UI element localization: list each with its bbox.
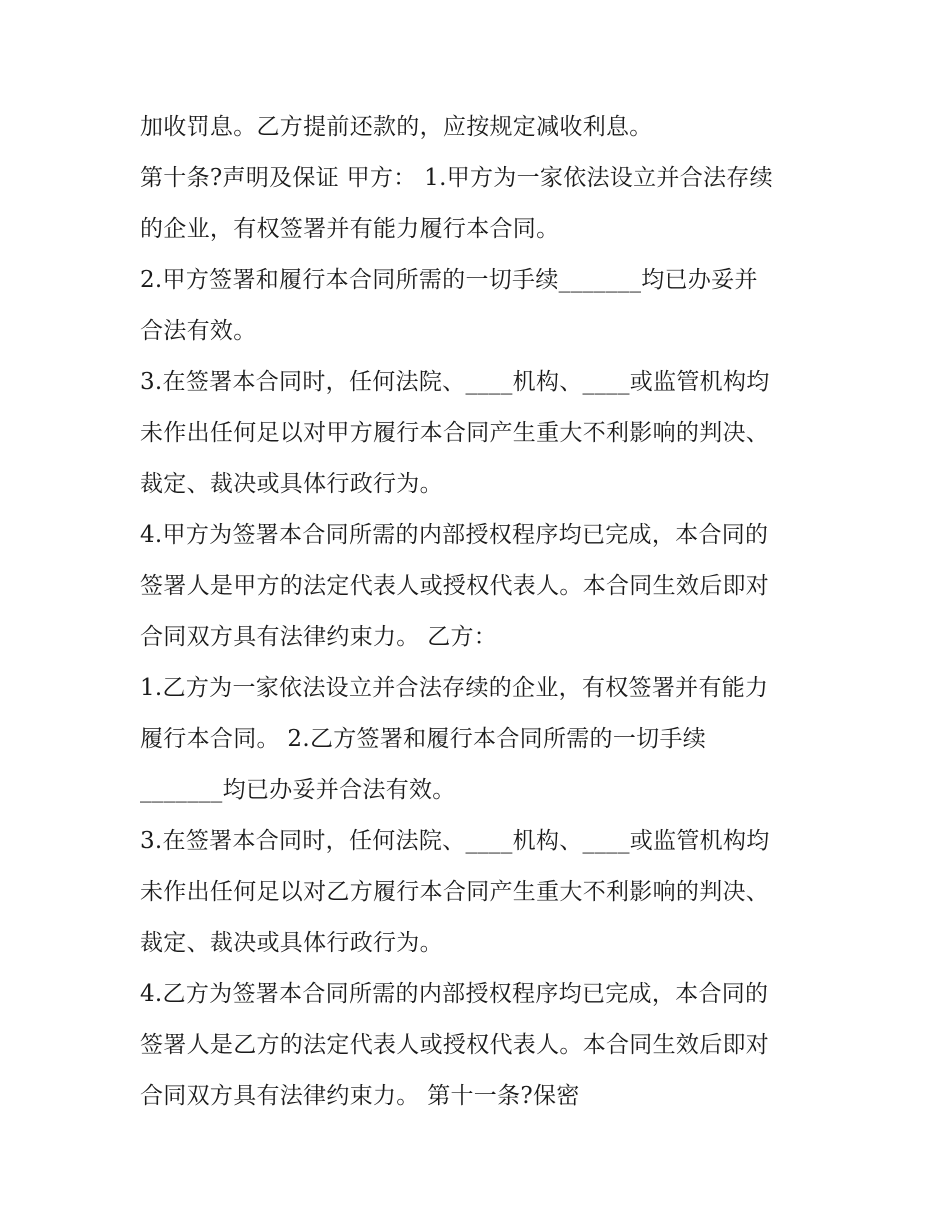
text-line: 加收罚息。乙方提前还款的，应按规定减收利息。	[140, 114, 653, 140]
text-line: 签署人是甲方的法定代表人或授权代表人。本合同生效后即对	[140, 573, 770, 599]
text-line: 履行本合同。 2.乙方签署和履行本合同所需的一切手续	[140, 726, 707, 752]
text-line: 3.在签署本合同时，任何法院、____机构、____或监管机构均	[140, 369, 770, 395]
text-line: 3.在签署本合同时，任何法院、____机构、____或监管机构均	[140, 828, 770, 854]
text-line: 裁定、裁决或具体行政行为。	[140, 930, 443, 956]
text-line: 签署人是乙方的法定代表人或授权代表人。本合同生效后即对	[140, 1032, 770, 1058]
text-line: 4.乙方为签署本合同所需的内部授权程序均已完成，本合同的	[140, 981, 769, 1007]
text-line: 合法有效。	[140, 318, 257, 344]
text-line: 未作出任何足以对乙方履行本合同产生重大不利影响的判决、	[140, 879, 770, 905]
text-line: 裁定、裁决或具体行政行为。	[140, 471, 443, 497]
text-line: 2.甲方签署和履行本合同所需的一切手续_______均已办妥并	[140, 267, 758, 293]
text-line: 的企业，有权签署并有能力履行本合同。	[140, 216, 560, 242]
text-line: 1.乙方为一家依法设立并合法存续的企业，有权签署并有能力	[140, 675, 769, 701]
text-line: 未作出任何足以对甲方履行本合同产生重大不利影响的判决、	[140, 420, 770, 446]
text-line: _______均已办妥并合法有效。	[140, 777, 456, 803]
text-line: 第十条?声明及保证 甲方： 1.甲方为一家依法设立并合法存续	[140, 165, 773, 191]
text-line: 合同双方具有法律约束力。 乙方：	[140, 624, 498, 650]
text-line: 合同双方具有法律约束力。 第十一条?保密	[140, 1083, 580, 1109]
text-line: 4.甲方为签署本合同所需的内部授权程序均已完成，本合同的	[140, 522, 769, 548]
